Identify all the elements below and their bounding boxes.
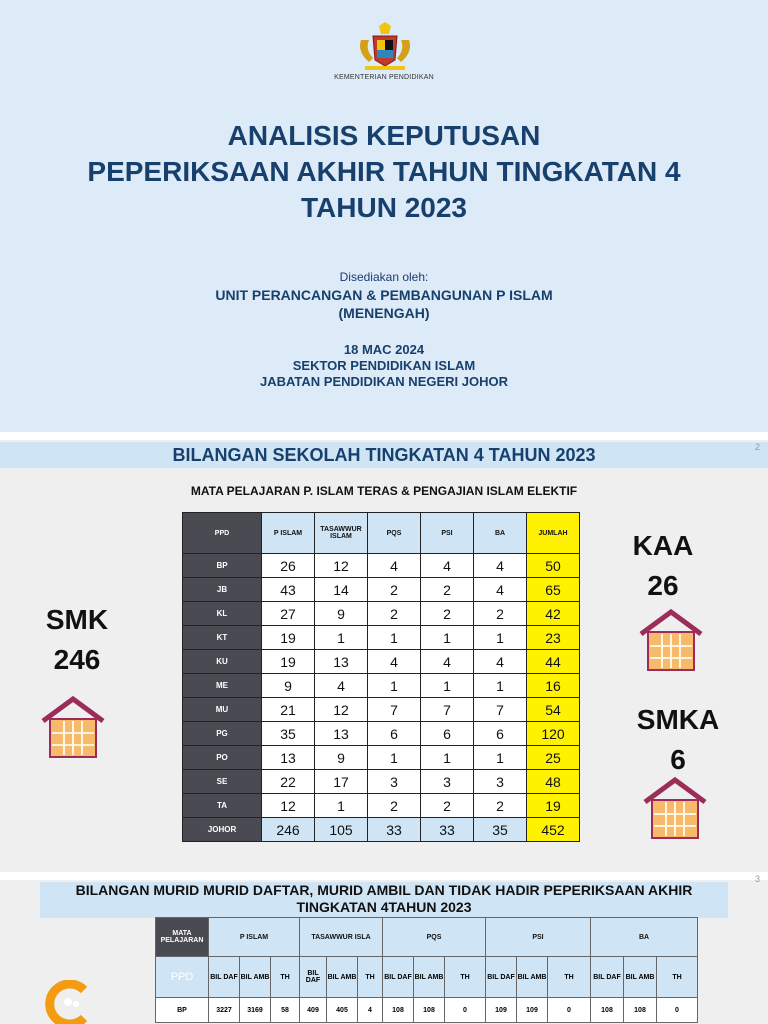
report-title-line-2: PEPERIKSAAN AKHIR TAHUN TINGKATAN 4: [87, 156, 681, 187]
ppd-cell: JB: [183, 578, 262, 602]
smk-summary: [32, 600, 122, 680]
count-cell: 12: [315, 554, 368, 578]
count-cell: 1: [421, 674, 474, 698]
sub-header-cell: BIL AMB: [624, 957, 657, 998]
kaa-label: KAA: [632, 530, 694, 561]
unit-name-line-2: (MENENGAH): [338, 305, 430, 321]
count-cell: 33: [421, 818, 474, 842]
header-ppd: PPD: [183, 513, 262, 554]
header-pqs: PQS: [368, 513, 421, 554]
report-title-line-1: ANALISIS KEPUTUSAN: [227, 120, 541, 151]
total-cell: 25: [527, 746, 580, 770]
count-cell: 35: [262, 722, 315, 746]
school-house-icon: [636, 608, 706, 672]
count-cell: 2: [368, 578, 421, 602]
report-title-line-3: TAHUN 2023: [301, 192, 467, 223]
kaa-count: 26: [647, 570, 679, 601]
slide-banner: BILANGAN SEKOLAH TINGKATAN 4 TAHUN 2023: [0, 442, 768, 468]
coat-of-arms-logo: [355, 22, 415, 74]
total-cell: 48: [527, 770, 580, 794]
count-cell: 9: [315, 746, 368, 770]
sub-header-cell: TH: [358, 957, 383, 998]
count-cell: 7: [474, 698, 527, 722]
ppd-cell: JOHOR: [183, 818, 262, 842]
count-cell: 4: [474, 578, 527, 602]
count-cell: 58: [271, 998, 300, 1023]
count-cell: 3: [474, 770, 527, 794]
count-cell: 0: [445, 998, 486, 1023]
ppd-cell: KU: [183, 650, 262, 674]
count-cell: 2: [421, 578, 474, 602]
table-row: [183, 746, 580, 770]
header-mata-pelajaran: MATA PELAJARAN: [156, 918, 209, 957]
table-row: [183, 626, 580, 650]
header-subject: TASAWWUR ISLA: [300, 918, 383, 957]
header-tasawwur: TASAWWUR ISLAM: [315, 513, 368, 554]
count-cell: 105: [315, 818, 368, 842]
school-count-slide: [0, 440, 768, 872]
count-cell: 3227: [209, 998, 240, 1023]
title-slide: [0, 0, 768, 432]
count-cell: 4: [474, 554, 527, 578]
table-row: [183, 698, 580, 722]
count-cell: 19: [262, 626, 315, 650]
slide-title: [40, 882, 728, 918]
student-count-table: [155, 917, 698, 1023]
total-cell: 120: [527, 722, 580, 746]
count-cell: 12: [262, 794, 315, 818]
table-header-row: [183, 513, 580, 554]
header-subject: BA: [591, 918, 698, 957]
count-cell: 22: [262, 770, 315, 794]
count-cell: 0: [548, 998, 591, 1023]
total-cell: 23: [527, 626, 580, 650]
total-cell: 19: [527, 794, 580, 818]
sector-name: SEKTOR PENDIDIKAN ISLAM: [292, 358, 476, 373]
smka-label: SMKA: [636, 704, 720, 735]
count-cell: 1: [368, 746, 421, 770]
count-cell: 14: [315, 578, 368, 602]
ppd-cell: BP: [183, 554, 262, 578]
count-cell: 1: [474, 674, 527, 698]
prepared-by-label: Disediakan oleh:: [339, 270, 429, 284]
sub-header-cell: TH: [548, 957, 591, 998]
sub-header-cell: BIL DAF: [383, 957, 414, 998]
count-cell: 13: [315, 650, 368, 674]
report-date: 18 MAC 2024: [343, 342, 425, 357]
ppd-cell: KT: [183, 626, 262, 650]
header-subject: PSI: [486, 918, 591, 957]
total-cell: 54: [527, 698, 580, 722]
count-cell: 4: [474, 650, 527, 674]
count-cell: 1: [315, 794, 368, 818]
count-cell: 35: [474, 818, 527, 842]
total-cell: 16: [527, 674, 580, 698]
ppd-cell: TA: [183, 794, 262, 818]
total-cell: 42: [527, 602, 580, 626]
smka-summary: [626, 700, 730, 780]
header-p-islam: P ISLAM: [262, 513, 315, 554]
count-cell: 1: [368, 626, 421, 650]
count-cell: 4: [368, 554, 421, 578]
count-cell: 7: [421, 698, 474, 722]
count-cell: 3: [421, 770, 474, 794]
slide-title-line-2: TINGKATAN 4TAHUN 2023: [296, 899, 472, 915]
sub-header-cell: BIL AMB: [517, 957, 548, 998]
smka-count: 6: [670, 744, 686, 775]
sub-header-cell: TH: [657, 957, 698, 998]
student-count-slide: [0, 874, 768, 1024]
ppd-cell: SE: [183, 770, 262, 794]
count-cell: 13: [262, 746, 315, 770]
total-cell: 452: [527, 818, 580, 842]
ministry-name: KEMENTERIAN PENDIDIKAN: [334, 74, 434, 81]
table-row: [183, 818, 580, 842]
count-cell: 2: [474, 794, 527, 818]
page-number: 3: [754, 874, 760, 884]
ppd-cell: PO: [183, 746, 262, 770]
total-cell: 65: [527, 578, 580, 602]
count-cell: 27: [262, 602, 315, 626]
count-cell: 108: [414, 998, 445, 1023]
header-jumlah: JUMLAH: [527, 513, 580, 554]
count-cell: 108: [383, 998, 414, 1023]
table-row: [183, 602, 580, 626]
count-cell: 26: [262, 554, 315, 578]
count-cell: 405: [327, 998, 358, 1023]
ppd-cell: ME: [183, 674, 262, 698]
count-cell: 4: [358, 998, 383, 1023]
total-cell: 50: [527, 554, 580, 578]
sub-header-cell: BIL DAF: [486, 957, 517, 998]
sub-header-cell: BIL DAF: [591, 957, 624, 998]
count-cell: 2: [474, 602, 527, 626]
report-title: [0, 118, 768, 226]
count-cell: 33: [368, 818, 421, 842]
slide-subtitle: MATA PELAJARAN P. ISLAM TERAS & PENGAJIAN ISLAM ELEKTIF: [190, 484, 578, 498]
smk-label: SMK: [45, 604, 109, 635]
count-cell: 2: [368, 794, 421, 818]
table-row: [183, 650, 580, 674]
count-cell: 19: [262, 650, 315, 674]
count-cell: 1: [421, 746, 474, 770]
count-cell: 2: [421, 794, 474, 818]
count-cell: 0: [657, 998, 698, 1023]
count-cell: 108: [591, 998, 624, 1023]
table-row: [183, 674, 580, 698]
sub-header-cell: TH: [271, 957, 300, 998]
table-row: [183, 554, 580, 578]
ppd-cell: BP: [156, 998, 209, 1023]
header-subject: PQS: [383, 918, 486, 957]
school-count-table: [182, 512, 580, 842]
unit-name: [0, 286, 768, 322]
count-cell: 409: [300, 998, 327, 1023]
sub-header-cell: BIL AMB: [240, 957, 271, 998]
smk-count: 246: [53, 644, 101, 675]
school-house-icon: [38, 695, 108, 759]
count-cell: 9: [315, 602, 368, 626]
unit-name-line-1: UNIT PERANCANGAN & PEMBANGUNAN P ISLAM: [215, 287, 553, 303]
count-cell: 108: [624, 998, 657, 1023]
ppd-cell: PG: [183, 722, 262, 746]
table-row: [183, 794, 580, 818]
count-cell: 9: [262, 674, 315, 698]
ppd-cell: MU: [183, 698, 262, 722]
total-cell: 44: [527, 650, 580, 674]
table-row: [156, 998, 698, 1023]
count-cell: 4: [315, 674, 368, 698]
count-cell: 4: [421, 650, 474, 674]
count-cell: 109: [486, 998, 517, 1023]
kaa-summary: [618, 526, 708, 606]
sub-header-cell: BIL DAF: [209, 957, 240, 998]
count-cell: 1: [474, 746, 527, 770]
department-name: JABATAN PENDIDIKAN NEGERI JOHOR: [260, 374, 508, 389]
count-cell: 4: [368, 650, 421, 674]
count-cell: 13: [315, 722, 368, 746]
sub-header-cell: TH: [445, 957, 486, 998]
school-house-icon: [640, 776, 710, 840]
table-row: [183, 770, 580, 794]
count-cell: 12: [315, 698, 368, 722]
table-row: [183, 722, 580, 746]
count-cell: 246: [262, 818, 315, 842]
count-cell: 2: [421, 602, 474, 626]
count-cell: 1: [315, 626, 368, 650]
count-cell: 7: [368, 698, 421, 722]
sub-header-cell: BIL AMB: [414, 957, 445, 998]
count-cell: 21: [262, 698, 315, 722]
sub-header-cell: BIL DAF: [300, 957, 327, 998]
count-cell: 6: [368, 722, 421, 746]
orange-logo: [44, 980, 94, 1024]
date-sector-block: [0, 342, 768, 390]
header-ppd: PPD: [156, 957, 209, 998]
slide-title-line-1: BILANGAN MURID MURID DAFTAR, MURID AMBIL DAN TIDAK HADIR PEPERIKSAAN AKHIR: [75, 882, 693, 898]
header-psi: PSI: [421, 513, 474, 554]
table-row: [183, 578, 580, 602]
header-subject: P ISLAM: [209, 918, 300, 957]
ppd-cell: KL: [183, 602, 262, 626]
count-cell: 2: [368, 602, 421, 626]
count-cell: 1: [368, 674, 421, 698]
count-cell: 6: [474, 722, 527, 746]
count-cell: 4: [421, 554, 474, 578]
count-cell: 109: [517, 998, 548, 1023]
count-cell: 17: [315, 770, 368, 794]
count-cell: 3169: [240, 998, 271, 1023]
count-cell: 43: [262, 578, 315, 602]
count-cell: 3: [368, 770, 421, 794]
page-number: 2: [754, 442, 760, 452]
header-ba: BA: [474, 513, 527, 554]
count-cell: 1: [421, 626, 474, 650]
count-cell: 6: [421, 722, 474, 746]
sub-header-cell: BIL AMB: [327, 957, 358, 998]
count-cell: 1: [474, 626, 527, 650]
